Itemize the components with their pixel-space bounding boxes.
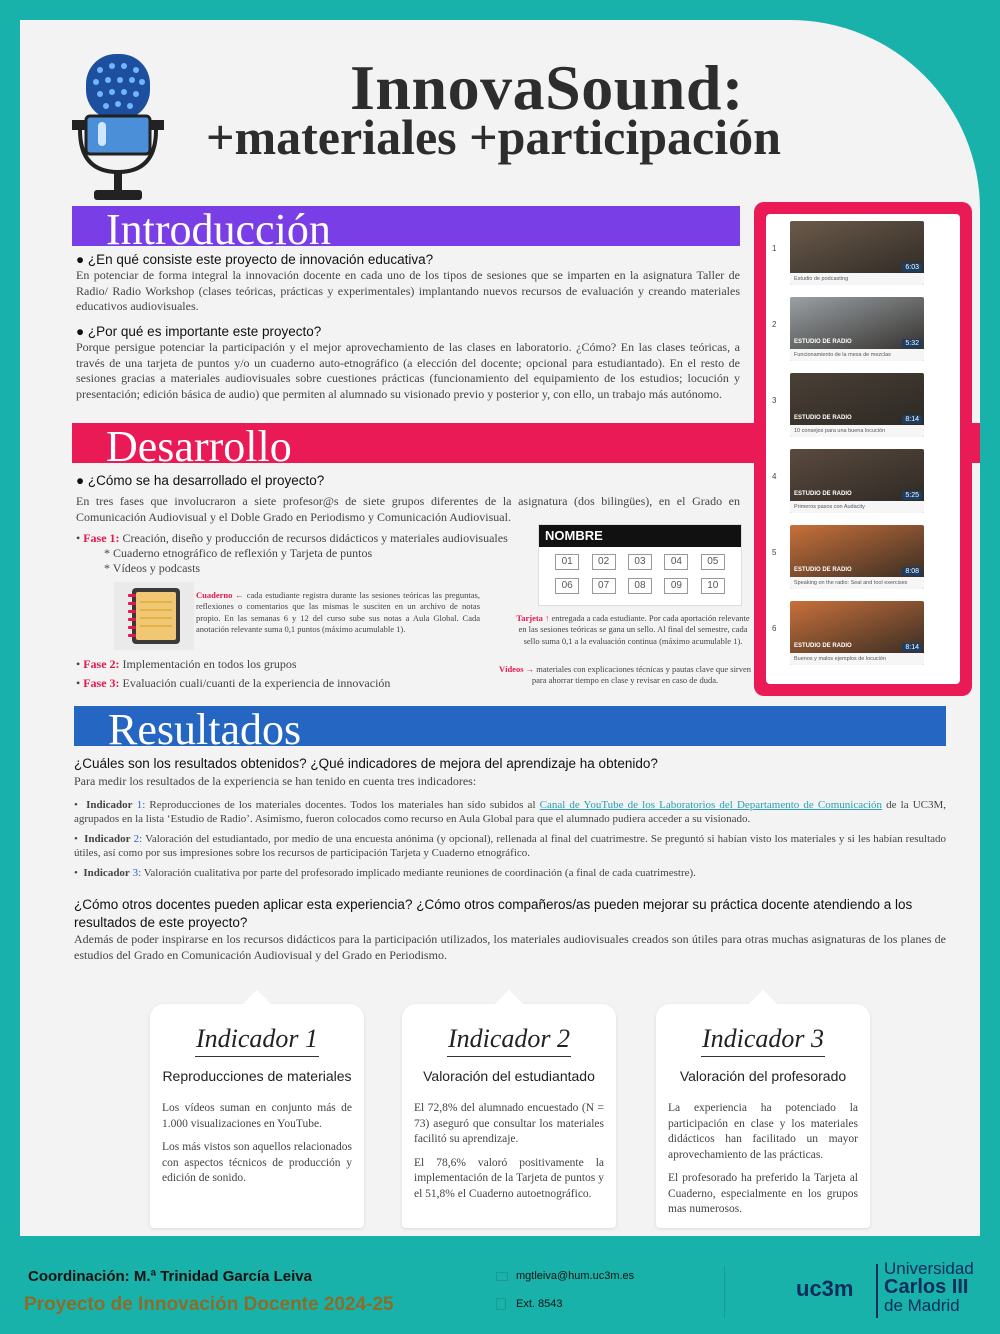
video-item[interactable] [770, 218, 956, 290]
university-name: Universidad Carlos III de Madrid [884, 1259, 974, 1315]
points-card-header: NOMBRE [539, 525, 741, 547]
video-item[interactable] [770, 446, 956, 518]
video-title: Speaking on the radio: Seal and tool exercises [790, 577, 924, 589]
tarjeta-description: Tarjeta ↑ entregada a cada estudiante. Por cada aportación relevante en las sesiones teóricas se gana un sello. Al final del semestre, cada sello suma 0,1 a la evaluación continua (máximo acumulable 1). [516, 613, 750, 646]
desarrollo-paragraph: En tres fases que involucraron a siete profesor@s de siete grupos diferentes de la asignatura (dos bilingües), en el Grado en Comunicación Audiovisual y el Doble Grado en Periodismo y Comunicación Audiovisual. [76, 494, 740, 524]
poster-subtitle: +materiales +participación [206, 109, 781, 165]
cuaderno-description: Cuaderno ← cada estudiante registra durante las sesiones teóricas las preguntas, reflexiones o comentarios que las mismas le susciten en un archivo de notas propio. En las semanas 6 y 12 del curso sube sus notas a Aula Global. Cada anotación relevante suma 0,1 puntos (máximo acumulable 1). [196, 590, 480, 635]
fase-2: • Fase 2: Implementación en todos los grupos [76, 657, 297, 671]
video-playlist [766, 214, 960, 684]
stamp-cell: 02 [592, 554, 616, 570]
desarrollo-question: ● ¿Cómo se ha desarrollado el proyecto? [76, 473, 325, 488]
intro-question-2: ● ¿Por qué es importante este proyecto? [76, 324, 322, 339]
video-title: Estudio de podcasting [790, 273, 924, 285]
stamp-cell: 10 [701, 578, 725, 594]
stamp-cell: 05 [701, 554, 725, 570]
stamp-cell: 03 [628, 554, 652, 570]
video-channel-label: ESTUDIO DE RADIO [794, 339, 852, 345]
resultados-intro: Para medir los resultados de la experiencia se han tenido en cuenta tres indicadores: [74, 774, 477, 788]
video-number: 4 [772, 472, 777, 481]
fase-1-sub-2: * Vídeos y podcasts [104, 561, 201, 575]
section-banner-desarrollo: Desarrollo [72, 423, 980, 463]
indicator-card-text: La experiencia ha potenciado la participación en clase y los materiales didácticos han facilitado un mayor aprovechamiento de las prácticas. [668, 1102, 858, 1161]
video-thumbnail[interactable] [790, 525, 924, 589]
fase-3: • Fase 3: Evaluación cuali/cuanti de la experiencia de innovación [76, 676, 391, 690]
stamp-cell: 01 [555, 554, 579, 570]
indicator-card-text: Los más vistos son aquellos relacionados con aspectos técnicos de producción y edición de sonido. [162, 1141, 352, 1185]
stamp-cell: 06 [555, 578, 579, 594]
video-thumbnail[interactable] [790, 449, 924, 513]
indicator-card-title: Indicador 3 [701, 1024, 825, 1053]
section-banner-introduccion: Introducción [72, 206, 740, 246]
indicator-card-title: Indicador 2 [447, 1024, 571, 1053]
indicator-card-1 [150, 1004, 364, 1228]
video-duration: 6:03 [902, 263, 922, 272]
indicator-card-heading: Reproducciones de materiales [162, 1068, 352, 1084]
video-number: 3 [772, 396, 777, 405]
stamp-cell: 07 [592, 578, 616, 594]
video-title: Funcionamiento de la mesa de mezclas [790, 349, 924, 361]
indicator-card-2 [402, 1004, 616, 1228]
stamp-cell: 09 [664, 578, 688, 594]
notebook-icon [114, 582, 194, 650]
stamp-cell: 04 [664, 554, 688, 570]
stamp-cell: 08 [628, 578, 652, 594]
video-channel-label: ESTUDIO DE RADIO [794, 567, 852, 573]
mail-icon [496, 1272, 508, 1281]
video-title: Buenos y malos ejemplos de locución [790, 653, 924, 665]
footer-project: Proyecto de Innovación Docente 2024-25 [24, 1294, 394, 1315]
video-title: 10 consejos para una buena locución [790, 425, 924, 437]
resultados-question-1: ¿Cuáles son los resultados obtenidos? ¿Qué indicadores de mejora del aprendizaje ha obtenido? [74, 756, 658, 771]
indicator-card-3 [656, 1004, 870, 1228]
footer-email: mgtleiva@hum.uc3m.es [496, 1270, 634, 1282]
indicator-card-text: Los vídeos suman en conjunto más de 1.000 visualizaciones en YouTube. [162, 1102, 352, 1130]
video-thumbnail[interactable] [790, 297, 924, 361]
uc3m-logo: uc3m [796, 1276, 854, 1301]
intro-paragraph-2: Porque persigue potenciar la participación y el mejor aprovechamiento de las clases en laboratorio. ¿Cómo? En las clases teóricas, a través de una tarjeta de puntos y/o un cuaderno auto-etnográfico (a elección del docente; opcional para estudiantado). En el resto de sesiones gracias a materiales audiovisuales sobre cuestiones prácticas (funcionamiento del equipamiento de los estudios; locución y presentación; edición básica de audio) que permiten al alumnado su visionado previo y posterior y, con ello, un trabajo más autónomo. [76, 340, 740, 401]
video-playlist-frame [754, 202, 972, 696]
intro-paragraph-1: En potenciar de forma integral la innovación docente en cada uno de los tipos de sesiones que se imparten en la asignatura Taller de Radio/ Radio Workshop (clases teóricas, prácticas y experimentales) implantando nuevos recursos de evaluación y creando materiales educativos audiovisuales. [76, 268, 740, 314]
microphone-icon [68, 50, 168, 210]
poster-sheet [20, 20, 980, 1236]
youtube-channel-link[interactable]: Canal de YouTube de los Laboratorios del Departamento de Comunicación [539, 799, 883, 811]
video-number: 1 [772, 244, 777, 253]
video-duration: 8:08 [902, 567, 922, 576]
video-channel-label: ESTUDIO DE RADIO [794, 415, 852, 421]
indicador-1-text: • Indicador 1: Reproducciones de los materiales docentes. Todos los materiales han sido subidos al Canal de YouTube de los Laboratorios del Departamento de Comunicación de la UC3M, agrupados en la lista ‘Estudio de Radio’. Asimismo, fueron colocados como recurso en Aula Global para que el alumnado pudiera acceder a su visionado. [74, 799, 947, 826]
video-duration: 5:25 [902, 491, 922, 500]
video-channel-label: ESTUDIO DE RADIO [794, 643, 852, 649]
footer-coordination: Coordinación: M.ª Trinidad García Leiva [28, 1268, 312, 1285]
indicador-2-text: • Indicador 2: Valoración del estudiantado, por medio de una encuesta anónima (y opcional), rellenada al final del cuatrimestre. Se preguntó si habían visto los materiales y si les habían resultado útiles, así como por sus impresiones sobre los recursos de participación Tarjeta y Cuaderno etnográfico. [74, 833, 947, 860]
resultados-paragraph-2: Además de poder inspirarse en los recursos didácticos para la participación utilizados, los materiales audiovisuales creados son útiles para otras muchas asignaturas de los planes de estudios del Grado en Comunicación Audiovisual y del Grado en Periodismo. [74, 932, 946, 962]
video-duration: 8:14 [902, 643, 922, 652]
fase-1: • Fase 1: Creación, diseño y producción de recursos didácticos y materiales audiovisuales [76, 531, 508, 545]
video-number: 5 [772, 548, 777, 557]
poster-title: InnovaSound: [350, 52, 744, 123]
fase-1-sub-1: * Cuaderno etnográfico de reflexión y Tarjeta de puntos [104, 546, 373, 560]
section-banner-resultados: Resultados [74, 706, 946, 746]
video-thumbnail[interactable] [790, 601, 924, 665]
videos-description: Vídeos → materiales con explicaciones técnicas y pautas clave que sirven para ahorrar tiempo en clase y revisar en caso de duda. [498, 664, 752, 686]
video-duration: 5:32 [902, 339, 922, 348]
video-item[interactable] [770, 294, 956, 366]
video-channel-label: ESTUDIO DE RADIO [794, 491, 852, 497]
video-item[interactable] [770, 522, 956, 594]
resultados-question-2: ¿Cómo otros docentes pueden aplicar esta experiencia? ¿Cómo otros compañeros/as pueden mejorar su práctica docente atendiendo a los resultados de este proyecto? [74, 897, 913, 930]
indicator-card-text: El 72,8% del alumnado encuestado (N = 73) aseguró que consultar los materiales facilitó su aprendizaje. [414, 1102, 604, 1146]
indicator-card-title: Indicador 1 [195, 1024, 319, 1053]
video-number: 6 [772, 624, 777, 633]
video-thumbnail[interactable] [790, 221, 924, 285]
indicator-card-text: El profesorado ha preferido la Tarjeta al Cuaderno, especialmente en los grupos mas numerosos. [668, 1172, 858, 1216]
video-item[interactable] [770, 598, 956, 670]
footer-ext: Ext. 8543 [496, 1298, 562, 1310]
intro-question-1: ● ¿En qué consiste este proyecto de innovación educativa? [76, 252, 434, 267]
video-duration: 8:14 [902, 415, 922, 424]
indicator-card-heading: Valoración del estudiantado [423, 1068, 595, 1084]
phone-icon [496, 1298, 506, 1310]
points-card [538, 524, 742, 606]
video-thumbnail[interactable] [790, 373, 924, 437]
video-number: 2 [772, 320, 777, 329]
indicador-3-text: • Indicador 3: Valoración cualitativa por parte del profesorado implicado mediante reuniones de coordinación (a final de cada cuatrimestre). [74, 867, 696, 879]
points-card-grid [539, 547, 741, 594]
indicator-card-heading: Valoración del profesorado [679, 1068, 847, 1084]
video-title: Primeros pasos con Audacity [790, 501, 924, 513]
indicator-card-text: El 78,6% valoró positivamente la implementación de la Tarjeta de puntos y el 51,8% el Cuaderno autoetnográfico. [414, 1156, 604, 1200]
video-item[interactable] [770, 370, 956, 442]
